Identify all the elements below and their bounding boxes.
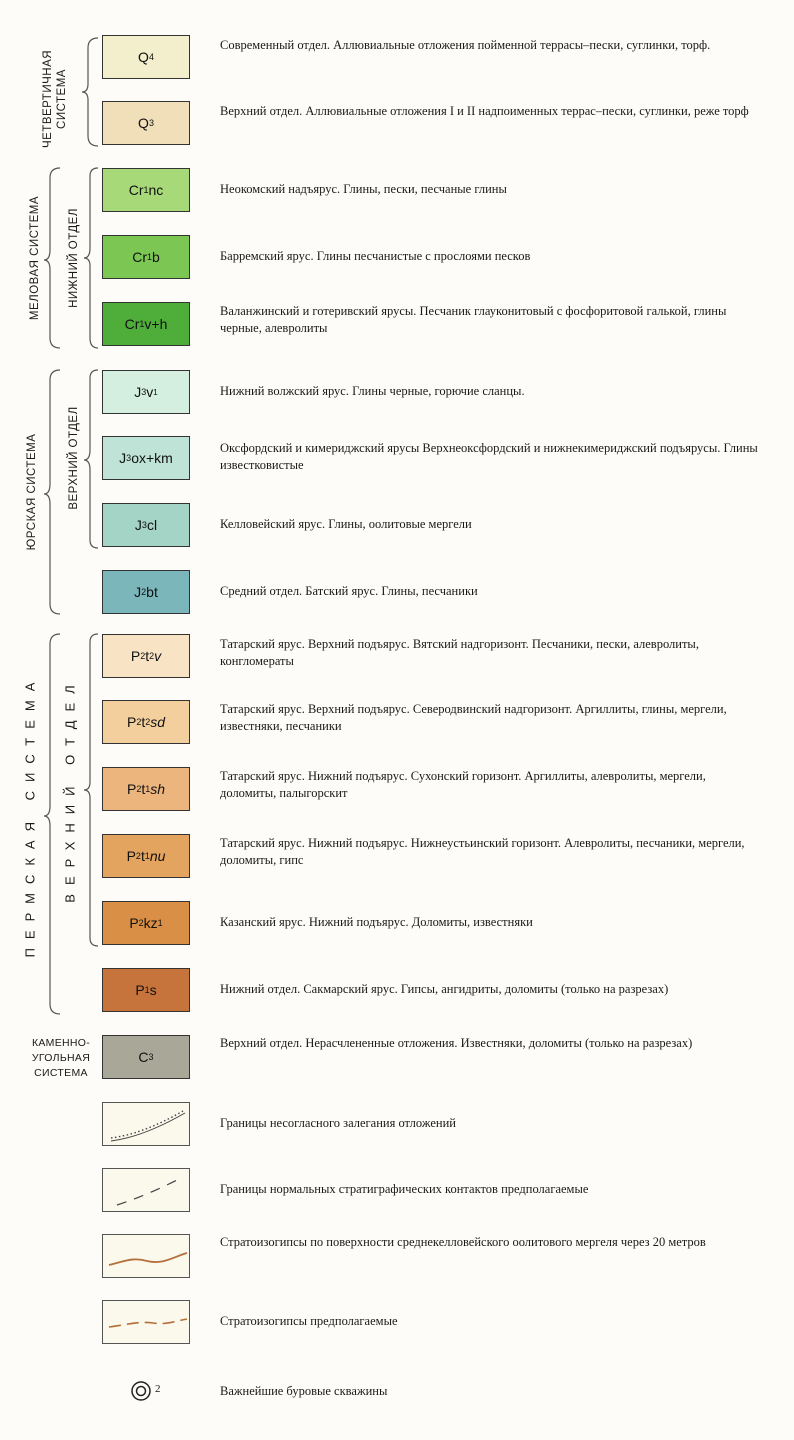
bracket-cretaceous-lower xyxy=(84,168,98,348)
dashed-contact-line-icon xyxy=(103,1169,191,1213)
bracket-cretaceous xyxy=(44,168,60,348)
desc-cr1vh: Валанжинский и готеривский ярусы. Песчаник глауконитовый с фосфоритовой галькой, глины черные, алевролиты xyxy=(220,304,727,335)
desc-p2t1nu: Татарский ярус. Нижний подъярус. Нижнеустьинский горизонт. Алевролиты, песчаники, мергели, доломиты, гипс xyxy=(220,836,745,867)
desc-unconformity: Границы несогласного залегания отложений xyxy=(220,1116,456,1130)
bracket-permian-upper xyxy=(84,634,98,946)
swatch-c3: C 3 xyxy=(102,1035,190,1079)
desc-cr1nc: Неокомский надъярус. Глины, пески, песчаные глины xyxy=(220,182,507,196)
bracket-permian xyxy=(44,634,60,1014)
swatch-j3cl: J 3 cl xyxy=(102,503,190,547)
label-carboniferous-system xyxy=(22,1036,100,1081)
swatch-p2t2v: P 2 t 2 v xyxy=(102,634,190,678)
symbol-unconformity xyxy=(102,1102,190,1146)
desc-contour: Стратоизогипсы по поверхности среднекелловейского оолитового мергеля через 20 метров xyxy=(220,1235,706,1249)
label-permian-system xyxy=(23,626,38,1006)
cretaceous-text: МЕЛОВАЯ СИСТЕМА xyxy=(29,195,41,321)
swatch-j3v1: J 3 v 1 xyxy=(102,370,190,414)
desc-j3cl: Келловейский ярус. Глины, оолитовые мергели xyxy=(220,517,472,531)
desc-contour-assumed: Стратоизогипсы предполагаемые xyxy=(220,1314,398,1328)
symbol-normal-contact xyxy=(102,1168,190,1212)
desc-p2kz1: Казанский ярус. Нижний подъярус. Доломиты, известняки xyxy=(220,915,533,929)
symbol-contour-assumed xyxy=(102,1300,190,1344)
label-jurassic-upper xyxy=(68,383,80,533)
desc-p2t1sh: Татарский ярус. Нижний подъярус. Сухонский горизонт. Аргиллиты, алевролиты, мергели, доломиты, палыгорскит xyxy=(220,769,706,800)
borehole-icon xyxy=(130,1380,152,1402)
desc-p2t2sd: Татарский ярус. Верхний подъярус. Северодвинский надгоризонт. Аргиллиты, глины, мергели, известняки, песчаники xyxy=(220,702,727,733)
label-quaternary-system xyxy=(41,39,69,159)
jurassic-text: ЮРСКАЯ СИСТЕМА xyxy=(26,433,38,551)
bracket-quaternary xyxy=(82,38,98,146)
swatch-q3: Q 3 xyxy=(102,101,190,145)
desc-normal-contact: Границы нормальных стратиграфических контактов предполагаемые xyxy=(220,1182,589,1196)
label-cretaceous-lower xyxy=(68,183,80,333)
carboniferous-line-2: УГОЛЬНАЯ xyxy=(31,1052,91,1064)
dashed-contour-line-icon xyxy=(103,1301,191,1345)
carboniferous-line-3: СИСТЕМА xyxy=(34,1067,88,1079)
desc-borehole: Важнейшие буровые скважины xyxy=(220,1384,388,1398)
label-permian-upper xyxy=(63,640,78,940)
symbol-contour xyxy=(102,1234,190,1278)
jurassic-upper-text: ВЕРХНИЙ ОТДЕЛ xyxy=(68,406,80,510)
swatch-q4: Q 4 xyxy=(102,35,190,79)
swatch-p2t2sd: P 2 t 2 sd xyxy=(102,700,190,744)
desc-cr1b: Барремский ярус. Глины песчанистые с прослоями песков xyxy=(220,249,531,263)
swatch-p1s: P 1 s xyxy=(102,968,190,1012)
swatch-p2kz1: P 2 kz 1 xyxy=(102,901,190,945)
swatch-cr1nc: Cr 1 nc xyxy=(102,168,190,212)
bracket-jurassic-upper xyxy=(84,370,98,548)
desc-q4: Современный отдел. Аллювиальные отложения пойменной террасы–пески, суглинки, торф. xyxy=(220,38,711,52)
carboniferous-line-1: КАМЕННО- xyxy=(31,1037,91,1049)
desc-q3: Верхний отдел. Аллювиальные отложения I и II надпоименных террас–пески, суглинки, реже торф xyxy=(220,104,749,118)
desc-j2bt: Средний отдел. Батский ярус. Глины, песчаники xyxy=(220,584,478,598)
swatch-cr1b: Cr 1 b xyxy=(102,235,190,279)
swatch-p2t1nu: P 2 t 1 nu xyxy=(102,834,190,878)
borehole-number: 2 xyxy=(155,1383,161,1395)
permian-text: ПЕРМСКАЯ СИСТЕМА xyxy=(22,673,38,958)
desc-j3oxkm: Оксфордский и кимериджский ярусы Верхнеоксфордский и нижнекимериджский подъярусы. Глины известковистые xyxy=(220,441,758,472)
desc-p1s: Нижний отдел. Сакмарский ярус. Гипсы, ангидриты, доломиты (только на разрезах) xyxy=(220,982,669,996)
desc-p2t2v: Татарский ярус. Верхний подъярус. Вятский надгоризонт. Песчаники, пески, алевролиты, конгломераты xyxy=(220,637,699,668)
bracket-jurassic xyxy=(44,370,60,614)
swatch-j2bt: J 2 bt xyxy=(102,570,190,614)
permian-upper-text: ВЕРХНИЙ ОТДЕЛ xyxy=(62,676,78,903)
cretaceous-lower-text: НИЖНИЙ ОТДЕЛ xyxy=(68,208,80,308)
desc-c3: Верхний отдел. Нерасчлененные отложения. Известняки, доломиты (только на разрезах) xyxy=(220,1036,693,1050)
quaternary-text: ЧЕТВЕРТИЧНАЯ СИСТЕМА xyxy=(42,49,68,149)
swatch-p2t1sh: P 2 t 1 sh xyxy=(102,767,190,811)
label-jurassic-system xyxy=(26,417,38,567)
contour-line-icon xyxy=(103,1235,191,1279)
label-cretaceous-system xyxy=(29,183,41,333)
swatch-cr1vh: Cr 1 v+h xyxy=(102,302,190,346)
unconformity-line-icon xyxy=(103,1103,191,1147)
swatch-j3oxkm: J 3 ox+km xyxy=(102,436,190,480)
desc-j3v1: Нижний волжский ярус. Глины черные, горючие сланцы. xyxy=(220,384,525,398)
